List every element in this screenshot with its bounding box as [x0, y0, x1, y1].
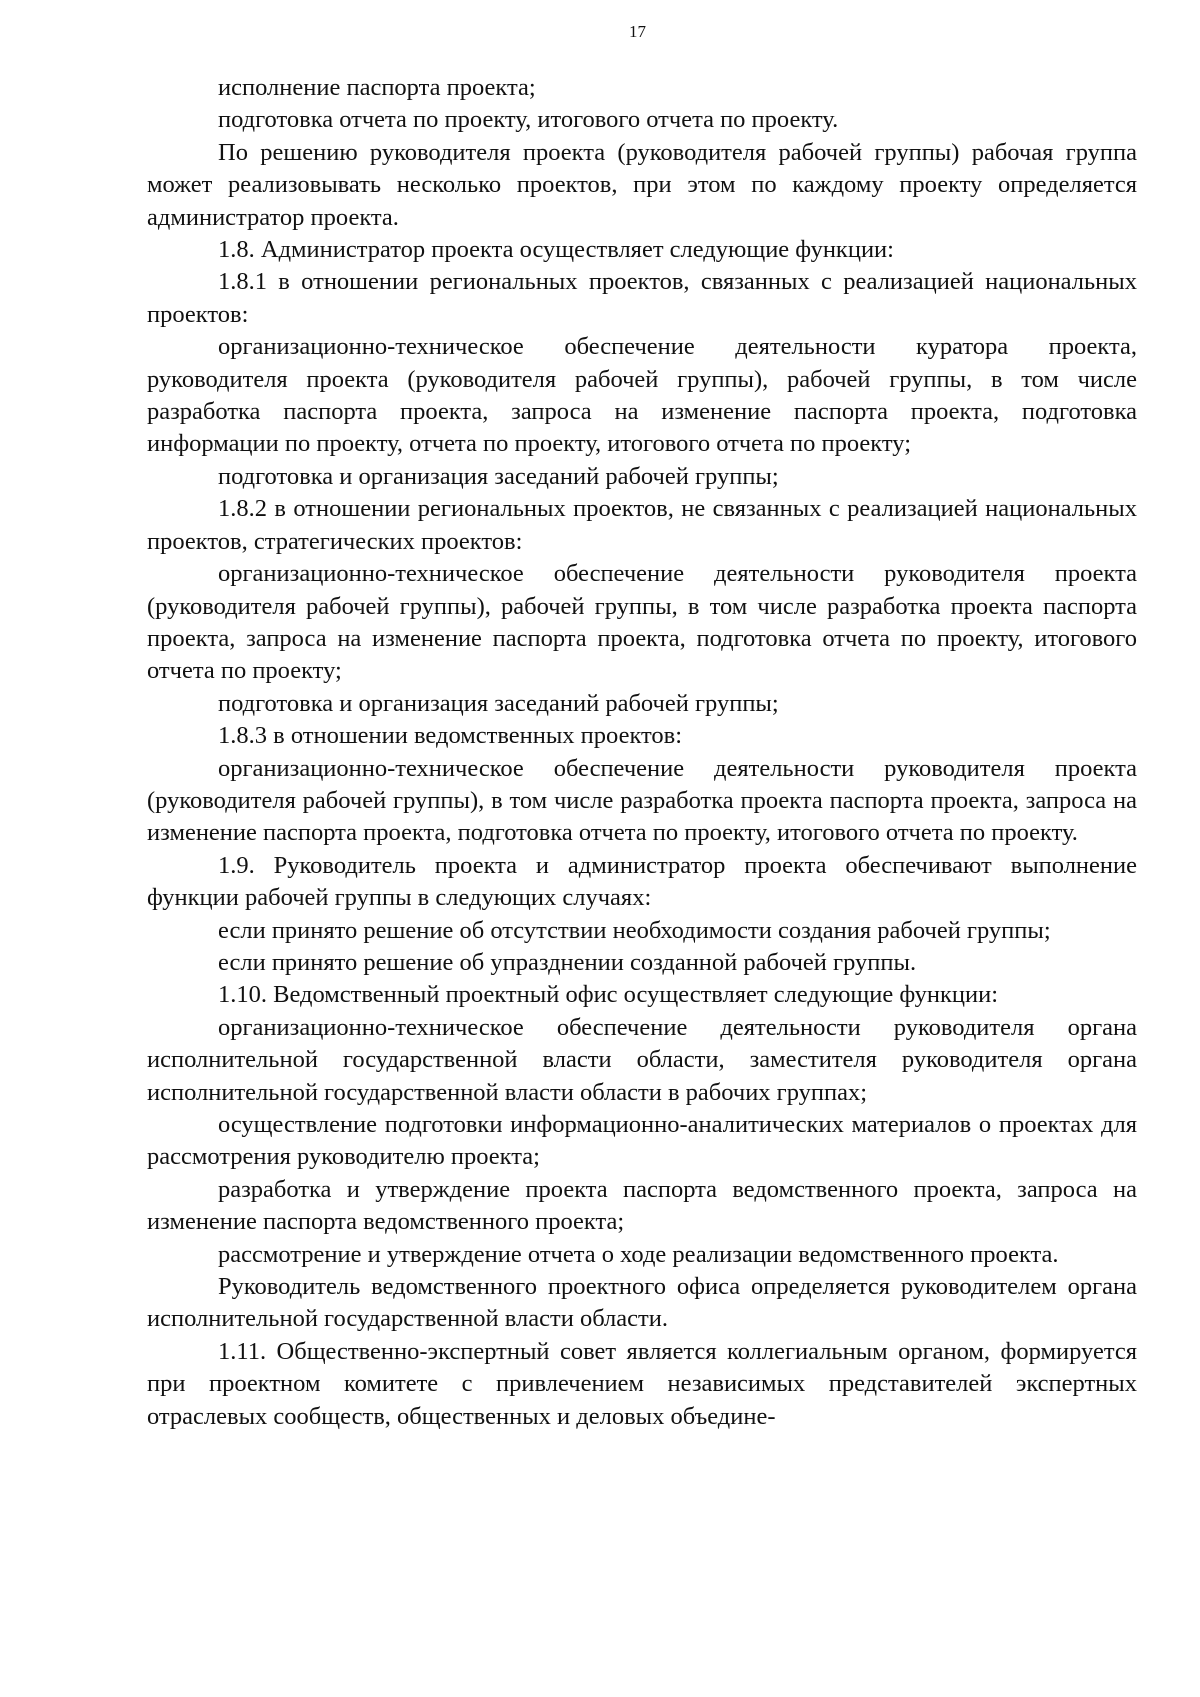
document-body [147, 72, 1137, 1433]
paragraph-16: 1.10. Ведомственный проектный офис осуществляет следующие функции: [218, 981, 999, 1009]
paragraph-5: 1.8.1 в отношении региональных проектов, связанных с реализацией национальных проектов: [147, 268, 1137, 328]
paragraph-2: подготовка отчета по проекту, итогового отчета по проекту. [218, 106, 839, 134]
paragraph-15: если принято решение об упразднении созданной рабочей группы. [218, 948, 917, 976]
paragraph-22: 1.11. Общественно-экспертный совет является коллегиальным органом, формируется при проектном комитете с привлечением независимых представителей экспертных отраслевых сообществ, общественных и деловых объедине- [147, 1337, 1137, 1430]
paragraph-6: организационно-техническое обеспечение деятельности куратора проекта, руководителя проекта (руководителя рабочей группы), рабочей группы, в том числе разработка паспорта проекта, запроса на изменение паспорта проекта, подготовка информации по проекту, отчета по проекту, итогового отчета по проекту; [147, 333, 1137, 458]
paragraph-18: осуществление подготовки информационно-аналитических материалов о проектах для рассмотрения руководителю проекта; [147, 1111, 1137, 1171]
paragraph-8: 1.8.2 в отношении региональных проектов, не связанных с реализацией национальных проектов, стратегических проектов: [147, 495, 1137, 555]
paragraph-4: 1.8. Администратор проекта осуществляет следующие функции: [218, 236, 894, 264]
paragraph-10: подготовка и организация заседаний рабочей группы; [218, 689, 779, 717]
paragraph-19: разработка и утверждение проекта паспорта ведомственного проекта, запроса на изменение паспорта ведомственного проекта; [147, 1175, 1137, 1236]
paragraph-21: Руководитель ведомственного проектного офиса определяется руководителем органа исполнительной государственной власти области. [147, 1273, 1137, 1333]
paragraph-20: рассмотрение и утверждение отчета о ходе реализации ведомственного проекта. [218, 1240, 1059, 1268]
paragraph-7: подготовка и организация заседаний рабочей группы; [218, 462, 779, 490]
paragraph-14: если принято решение об отсутствии необходимости создания рабочей группы; [218, 916, 1051, 944]
paragraph-17: организационно-техническое обеспечение деятельности руководителя органа исполнительной государственной власти области, заместителя руководителя органа исполнительной государственной власти области в рабочих группах; [147, 1013, 1137, 1106]
paragraph-3: По решению руководителя проекта (руководителя рабочей группы) рабочая группа может реализовывать несколько проектов, при этом по каждому проекту определяется администратор проекта. [147, 138, 1137, 231]
paragraph-9: организационно-техническое обеспечение деятельности руководителя проекта (руководителя рабочей группы), рабочей группы, в том числе разработка проекта паспорта проекта, запроса на изменение паспорта проекта, подготовка отчета по проекту, итогового отчета по проекту; [147, 560, 1137, 685]
paragraph-13: 1.9. Руководитель проекта и администратор проекта обеспечивают выполнение функции рабочей группы в следующих случаях: [147, 851, 1137, 912]
page-number: 17 [629, 22, 646, 41]
paragraph-11: 1.8.3 в отношении ведомственных проектов: [218, 722, 683, 750]
paragraph-1: исполнение паспорта проекта; [218, 74, 536, 101]
paragraph-12: организационно-техническое обеспечение деятельности руководителя проекта (руководителя рабочей группы), в том числе разработка проекта паспорта проекта, запроса на изменение паспорта проекта, подготовка отчета по проекту, итогового отчета по проекту. [147, 754, 1137, 847]
